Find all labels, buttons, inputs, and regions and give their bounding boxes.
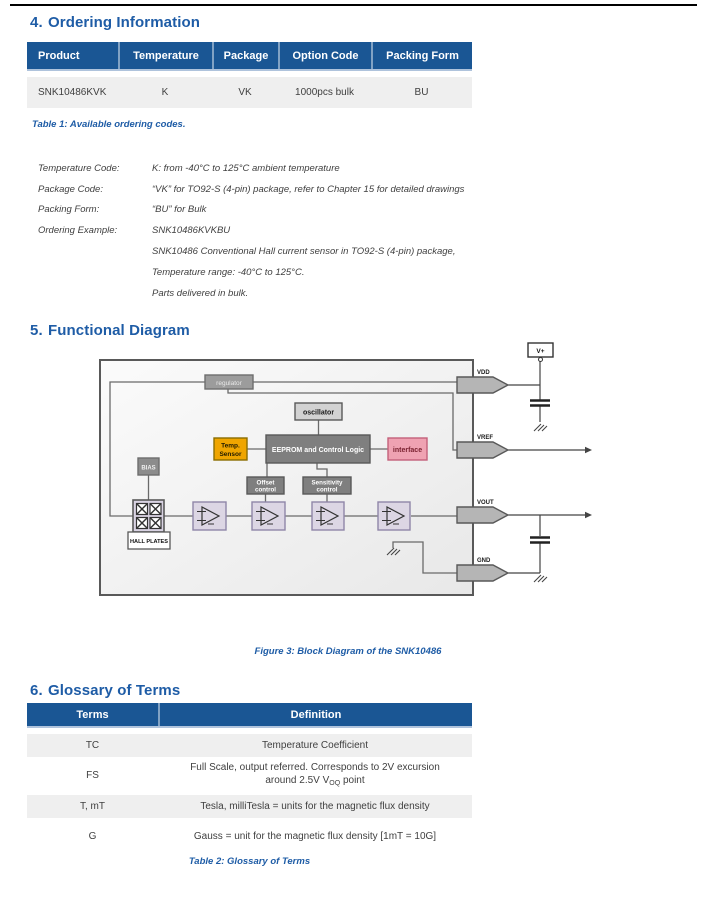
table-1-caption: Table 1: Available ordering codes. — [32, 119, 186, 130]
table-2-caption: Table 2: Glossary of Terms — [188, 856, 311, 867]
interface-block — [388, 438, 427, 460]
fs-definition-line2: around 2.5V $V_{OQ}$ point — [265, 775, 365, 787]
ordering-cell-temperature: K — [161, 87, 169, 98]
glossary-term: G — [88, 831, 97, 842]
glossary-definition: Tesla, milliTesla = units for the magnetic flux density — [200, 801, 430, 812]
section-5-number: 5. — [30, 322, 43, 339]
ordering-table-header — [27, 42, 472, 71]
bias-block — [138, 458, 159, 475]
section-4-title: Ordering Information — [48, 14, 200, 31]
eeprom-control-logic-block — [266, 435, 370, 463]
svg-text:oscillator: oscillator — [302, 409, 335, 417]
temp-sensor-block — [214, 438, 247, 460]
ordering-cell-option-code: 1000pcs bulk — [295, 87, 354, 98]
glossary-row-tc — [27, 734, 472, 757]
ordering-notes — [38, 158, 464, 304]
svg-text:VOUT: VOUT — [477, 500, 494, 506]
section-5-title: Functional Diagram — [48, 322, 190, 339]
vplus-terminal — [528, 343, 553, 362]
vout-arrow-icon — [585, 512, 592, 519]
svg-text:interface: interface — [392, 447, 423, 454]
regulator-block — [205, 375, 253, 389]
ordering-header-packing-form: Packing Form — [371, 42, 472, 69]
section-6-heading — [30, 682, 180, 699]
svg-text:VDD: VDD — [477, 370, 490, 376]
glossary-term: FS — [86, 770, 99, 781]
glossary-row-fs — [27, 759, 472, 792]
section-6-number: 6. — [30, 682, 43, 699]
note-text: SNK10486KVKBU — [152, 225, 231, 237]
note-text: Temperature range: -40°C to 125°C. — [152, 266, 305, 278]
note-label: Temperature Code: — [38, 162, 120, 174]
ordering-cell-packing-form: BU — [414, 87, 429, 98]
external-wires — [508, 362, 586, 574]
note-row — [38, 158, 464, 179]
ordering-table-row — [27, 77, 472, 108]
amplifier-icon — [252, 502, 285, 530]
section-4-number: 4. — [30, 14, 43, 31]
ordering-cell-package: VK — [238, 87, 252, 98]
page-top-rule — [10, 4, 697, 6]
hall-plates-block — [128, 500, 170, 549]
ordering-header-temperature: Temperature — [118, 42, 212, 69]
note-text: “BU” for Bulk — [152, 204, 207, 216]
svg-text:control: control — [316, 486, 338, 494]
svg-text:Sensitivity: Sensitivity — [311, 479, 343, 487]
svg-text:EEPROM and Control Logic: EEPROM and Control Logic — [271, 447, 365, 454]
ordering-header-product: Product — [38, 49, 80, 62]
section-4-heading — [30, 14, 200, 31]
svg-text:VREF: VREF — [477, 435, 494, 441]
note-row — [38, 283, 464, 304]
ordering-header-package: Package — [212, 42, 278, 69]
svg-text:BIAS: BIAS — [141, 465, 156, 472]
glossary-header-terms: Terms — [76, 708, 109, 721]
glossary-definition: Gauss = unit for the magnetic flux density [1mT = 10G] — [193, 831, 437, 842]
svg-text:V+: V+ — [536, 348, 545, 355]
note-text: Parts delivered in bulk. — [152, 287, 249, 299]
ordering-table — [27, 42, 472, 108]
amplifier-icon — [312, 502, 344, 530]
note-label: Package Code: — [38, 183, 103, 195]
note-row — [38, 241, 464, 262]
svg-text:HALL PLATES: HALL PLATES — [129, 539, 169, 545]
svg-text:GND: GND — [477, 558, 491, 564]
note-label: Packing Form: — [38, 204, 100, 216]
note-row — [38, 200, 464, 221]
glossary-term: T, mT — [80, 801, 105, 812]
glossary-definition: Temperature Coefficient — [262, 740, 368, 751]
ordering-cell-product: SNK10486KVK — [38, 87, 107, 98]
functional-diagram — [95, 338, 615, 608]
note-row — [38, 179, 464, 200]
svg-text:control: control — [255, 486, 276, 494]
amplifier-icon — [193, 502, 226, 530]
vdd-ground-icon — [534, 424, 547, 431]
section-5-heading — [30, 322, 190, 339]
glossary-row-g — [27, 821, 472, 852]
gnd-ground-icon — [534, 575, 547, 582]
oscillator-block — [295, 403, 342, 420]
glossary-table-header — [27, 703, 472, 728]
chip-outline — [100, 360, 473, 595]
voq-subscript: OQ — [329, 780, 341, 787]
note-label: Ordering Example: — [38, 225, 118, 237]
glossary-table — [27, 703, 472, 852]
figure-3-caption: Figure 3: Block Diagram of the SNK10486 — [254, 646, 442, 657]
glossary-term: TC — [85, 740, 100, 751]
glossary-definition — [158, 759, 472, 792]
fs-definition-line1: Full Scale, output referred. Corresponds to 2V excursion — [190, 762, 440, 773]
svg-text:Sensor: Sensor — [219, 451, 242, 458]
glossary-header-definition: Definition — [158, 703, 472, 726]
ordering-header-option-code: Option Code — [278, 42, 371, 69]
sensitivity-control-block — [303, 477, 351, 494]
svg-text:Temp.: Temp. — [221, 442, 240, 450]
glossary-row-tmt — [27, 795, 472, 818]
svg-text:regulator: regulator — [216, 380, 242, 387]
amplifier-icon — [378, 502, 410, 530]
offset-control-block — [247, 477, 284, 494]
svg-text:Offset: Offset — [256, 479, 275, 487]
vref-arrow-icon — [585, 447, 592, 454]
note-row — [38, 262, 464, 283]
note-text: “VK” for TO92-S (4-pin) package, refer to Chapter 15 for detailed drawings — [152, 183, 465, 195]
note-text: K: from -40°C to 125°C ambient temperature — [152, 162, 340, 174]
note-text: SNK10486 Conventional Hall current sensor in TO92-S (4-pin) package, — [152, 246, 456, 258]
section-6-title: Glossary of Terms — [48, 682, 181, 699]
note-row — [38, 220, 464, 241]
